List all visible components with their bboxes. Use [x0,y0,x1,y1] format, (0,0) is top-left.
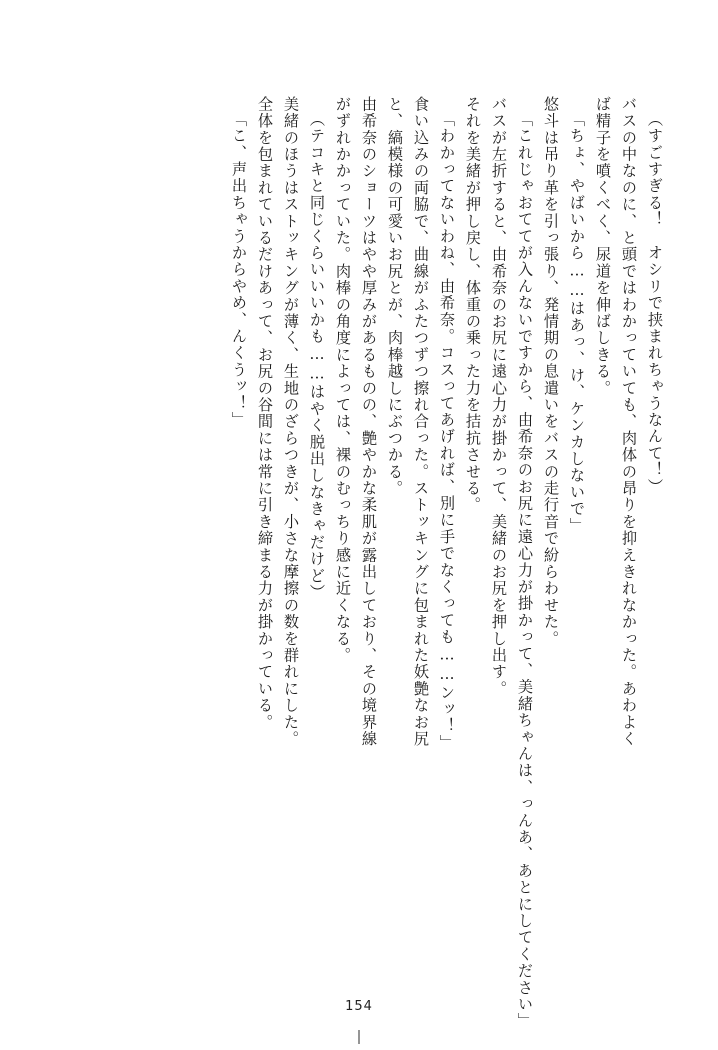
text-column: 食い込みの両脇で、曲線がふたつずつ擦れ合った。ストッキングに包まれた妖艶なお尻 [412,96,430,748]
text-column: バスの中なのに、と頭ではわかっていても、肉体の昂りを抑えきれなかった。あわよく [620,96,638,748]
spine-mark [359,1030,360,1044]
text-column: （テコキと同じくらいいいかも……はやく脱出しなきゃだけど） [308,111,326,601]
text-column: ば精子を噴くべく、尿道を伸ばしきる。 [594,96,612,397]
text-column: バスが左折すると、由希奈のお尻に遠心力が掛かって、美緒のお尻を押し出す。 [490,96,508,698]
page-number: 154 [345,999,373,1014]
text-column: 由希奈のショーツはやや厚みがあるものの、艶やかな柔肌が露出しており、その境界線 [360,96,378,748]
text-column: 「こ、声出ちゃうからやめ、んくうッ！」 [230,111,248,429]
text-column: それを美緒が押し戻し、体重の乗った力を拮抗させる。 [464,96,482,514]
text-column: 全体を包まれているだけあって、お尻の谷間には常に引き締まる力が掛かっている。 [256,96,274,731]
text-column: と、縞模様の可愛いお尻とが、肉棒越しにぶつかる。 [386,96,404,497]
text-column: 美緒のほうはストッキングが薄く、生地のざらつきが、小さな摩擦の数を群れにした。 [282,96,300,748]
text-column: がずれかかっていた。肉棒の角度によっては、裸のむっちり感に近くなる。 [334,96,352,664]
text-column: 悠斗は吊り革を引っ張り、発情期の息遣いをバスの走行音で紛らわせた。 [542,96,560,648]
text-column: 「これじゃおててが入んないですから、由希奈のお尻に遠心力が掛かって、美緒ちゃんは、っんあ、あとにしてください」 [516,111,534,1030]
text-column: 「ちょ、やばいから……はあっ、け、ケンカしないで」 [568,111,586,535]
text-column: （すごすぎる！ オシリで挟まれちゃうなんて！） [646,111,664,496]
text-column: 「わかってないわね、由希奈。コスってあげれば、別に手でなくっても……ンッ！」 [438,111,456,752]
